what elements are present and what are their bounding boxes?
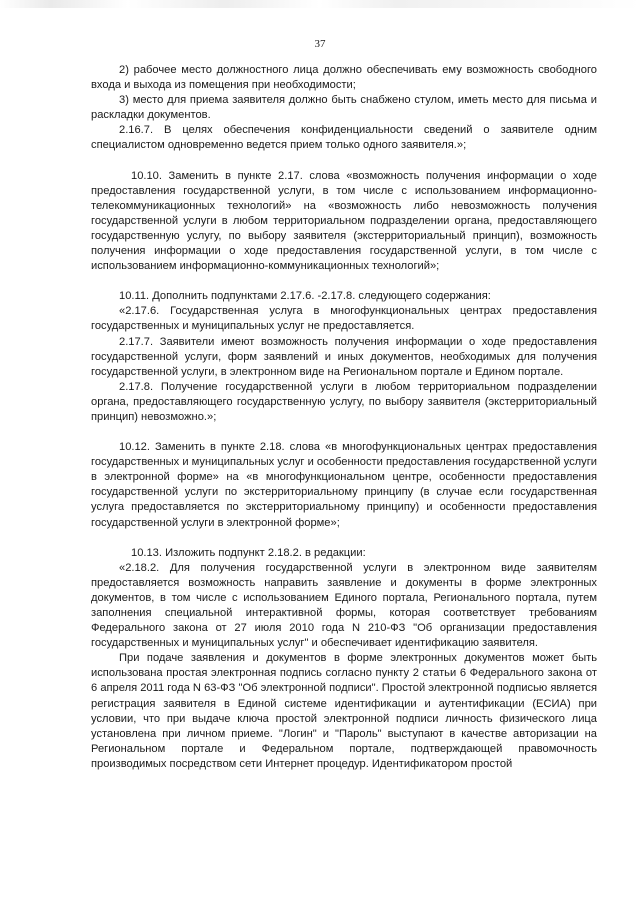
paragraph: 2) рабочее место должностного лица должно обеспечивать ему возможность свободного входа и выхода из помещения при необходимости; (91, 64, 597, 92)
paragraph: «2.17.6. Государственная услуга в многофункциональных центрах предоставления государственных и муниципальных услуг не предоставляется. (91, 305, 597, 333)
paragraph: 10.13. Изложить подпункт 2.18.2. в редакции: (131, 546, 366, 559)
paragraph: 2.17.7. Заявители имеют возможность получения информации о ходе предоставления государственной услуги, форм заявлений и иных документов, необходимых для получения государственной услуги, в электронном виде на Региональном портале и Едином портале. (91, 335, 597, 378)
paragraph: 2.17.8. Получение государственной услуги в любом территориальном подразделении органа, предоставляющего государственную услугу, по выбору заявителя (экстерриториальный принцип) невозможно.»; (91, 380, 597, 423)
paragraph: 10.10. Заменить в пункте 2.17. слова «возможность получения информации о ходе предоставления государственной услуги, в том числе с использованием информационно-телекоммуникационных технологий» на «возможность либо невозможность получения государственной услуги в любом территориальном подразделении органа, предоставляющего государственную услугу, по выбору заявителя (экстерриториальный принцип), возможность получения информации о ходе предоставления государственной услуги, в том числе с использованием информационно-коммуникационных технологий»; (91, 169, 597, 273)
paragraph: 3) место для приема заявителя должно быть снабжено стулом, иметь место для письма и раскладки документов. (91, 94, 597, 122)
document-body (91, 63, 597, 772)
paragraph: 10.12. Заменить в пункте 2.18. слова «в многофункциональных центрах предоставления государственных и муниципальных услуг и особенности предоставления государственной услуги в электронной форме» на «в многофункциональном центре, особенности предоставления государственной услуги по экстерриториальному принципу (в случае если государственная услуга предоставляется по экстерриториальному принципу) и особенности предоставления государственной услуги в электронной форме»; (91, 441, 597, 529)
page-number: 37 (314, 38, 326, 50)
scan-artifact (0, 0, 640, 8)
paragraph: «2.18.2. Для получения государственной услуги в электронном виде заявителям предоставляется возможность направить заявление и документы в форме электронных документов, в том числе с использованием Единого портала, Регионального портала, путем заполнения специальной интерактивной формы, которая соответствует требованиям Федерального закона от 27 июля 2010 года N 210-ФЗ "Об организации предоставления государственных и муниципальных услуг" и обеспечивает идентификацию заявителя. (91, 561, 597, 650)
paragraph: При подаче заявления и документов в форме электронных документов может быть использована простая электронная подпись согласно пункту 2 статьи 6 Федерального закона от 6 апреля 2011 года N 63-ФЗ "Об электронной подписи". Простой электронной подписью является регистрация заявителя в Единой системе идентификации и аутентификации (ЕСИА) при условии, что при выдаче ключа простой электронной подписи личность физического лица установлена при личном приеме. "Логин" и "Пароль" выступают в качестве авторизации на Региональном портале и Федеральном портале, подтверждающей правомочность производимых посредством сети Интернет процедур. Идентификатором простой (91, 652, 597, 770)
paragraph: 10.11. Дополнить подпунктами 2.17.6. -2.17.8. следующего содержания: (119, 290, 491, 303)
paragraph: 2.16.7. В целях обеспечения конфиденциальности сведений о заявителе одним специалистом одновременно ведется прием только одного заявителя.»; (91, 124, 597, 152)
